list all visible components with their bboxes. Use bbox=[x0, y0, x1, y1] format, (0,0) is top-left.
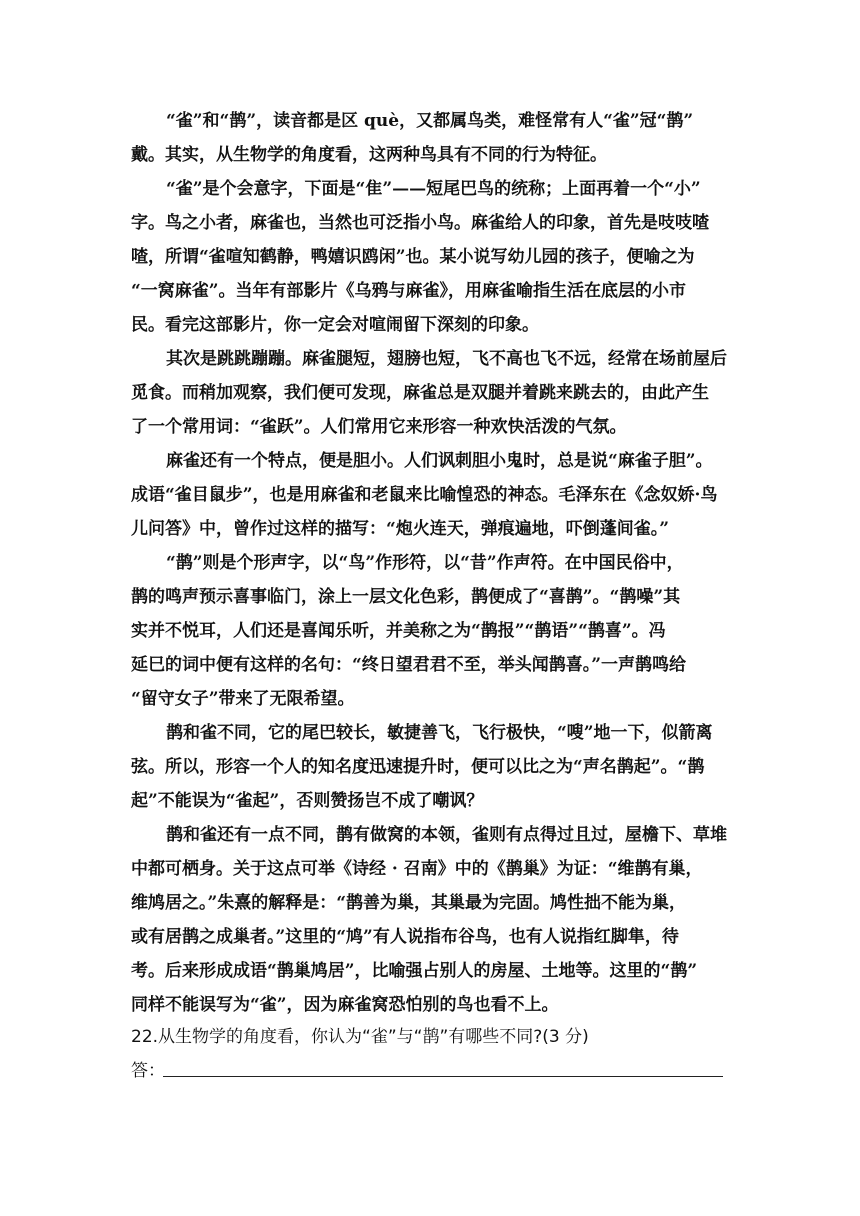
paragraph-line: 或有居鹊之成巢者。”这里的“鸠”有人说指布谷鸟，也有人说指红脚隼，待 bbox=[131, 927, 679, 947]
answer-row bbox=[131, 1054, 731, 1088]
paragraph-6 bbox=[131, 716, 733, 818]
paragraph-line: 延巳的词中便有这样的名句：“终日望君君不至，举头闻鹊喜。”一声鹊鸣给 bbox=[131, 655, 687, 675]
paragraph-line: 其次是跳跳蹦蹦。麻雀腿短，翅膀也短，飞不高也飞不远，经常在场前屋后 bbox=[166, 349, 727, 369]
paragraph-line: 鹊和雀不同，它的尾巴较长，敏捷善飞，飞行极快，“嗖”地一下，似箭离 bbox=[166, 723, 713, 743]
paragraph-line: 同样不能误写为“雀”，因为麻雀窝恐怕别的鸟也看不上。 bbox=[131, 995, 559, 1015]
paragraph-line: 鹊和雀还有一点不同，鹊有做窝的本领，雀则有点得过且过，屋檐下、草堆 bbox=[166, 825, 727, 845]
paragraph-line: 起”不能误为“雀起”，否则赞扬岂不成了嘲讽？ bbox=[131, 791, 484, 811]
paragraph-line: 鹊的鸣声预示喜事临门，涂上一层文化色彩，鹊便成了“喜鹊”。“鹊噪”其 bbox=[131, 587, 681, 607]
answer-label: 答： bbox=[131, 1061, 165, 1081]
paragraph-line: 弦。所以，形容一个人的知名度迅速提升时，便可以比之为“声名鹊起”。“鹊 bbox=[131, 757, 705, 777]
paragraph-2 bbox=[131, 172, 733, 342]
answer-blank-line[interactable] bbox=[163, 1076, 723, 1077]
paragraph-line: 中都可栖身。关于这点可举《诗经 · 召南》中的《鹊巢》为证：“维鹊有巢， bbox=[131, 859, 703, 879]
paragraph-line: “一窝麻雀”。当年有部影片《乌鸦与麻雀》，用麻雀喻指生活在底层的小市 bbox=[131, 281, 687, 301]
paragraph-line: 了一个常用词：“雀跃”。人们常用它来形容一种欢快活泼的气氛。 bbox=[131, 417, 627, 437]
paragraph-1 bbox=[131, 104, 733, 172]
paragraph-line: 儿问答》中，曾作过这样的描写：“炮火连天，弹痕遍地，吓倒蓬间雀。” bbox=[131, 519, 670, 539]
paragraph-line: 戴。其实，从生物学的角度看，这两种鸟具有不同的行为特征。 bbox=[131, 145, 607, 165]
paragraph-line: 觅食。而稍加观察，我们便可发现，麻雀总是双腿并着跳来跳去的，由此产生 bbox=[131, 383, 709, 403]
paragraph-4 bbox=[131, 444, 733, 546]
paragraph-7 bbox=[131, 818, 733, 1022]
paragraph-line: 考。后来形成成语“鹊巢鸠居”，比喻强占别人的房屋、土地等。这里的“鹊” bbox=[131, 961, 698, 981]
paragraph-line: 字。鸟之小者，麻雀也，当然也可泛指小鸟。麻雀给人的印象，首先是吱吱喳 bbox=[131, 213, 709, 233]
paragraph-line: 实并不悦耳，人们还是喜闻乐听，并美称之为“鹊报”“鹊语”“鹊喜”。冯 bbox=[131, 621, 666, 641]
paragraph-line: 麻雀还有一个特点，便是胆小。人们讽刺胆小鬼时，总是说“麻雀子胆”。 bbox=[166, 451, 713, 471]
paragraph-line: 成语“雀目鼠步”，也是用麻雀和老鼠来比喻惶恐的神态。毛泽东在《念奴娇·鸟 bbox=[131, 485, 718, 505]
paragraph-line: “留守女子”带来了无限希望。 bbox=[131, 689, 355, 709]
paragraph-line: 民。看完这部影片，你一定会对喧闹留下深刻的印象。 bbox=[131, 315, 539, 335]
paragraph-line: 喳，所谓“雀喧知鹤静，鸭嬉识鸥闲”也。某小说写幼儿园的孩子，便喻之为 bbox=[131, 247, 695, 267]
question-22: 22.从生物学的角度看，你认为“雀”与“鹊”有哪些不同?(3 分) bbox=[131, 1027, 589, 1047]
paragraph-line: “雀”和“鹊”，读音都是区 què，又都属鸟类，难怪常有人“雀”冠“鹊” bbox=[166, 111, 694, 131]
paragraph-line: “鹊”则是个形声字，以“鸟”作形符，以“昔”作声符。在中国民俗中， bbox=[166, 553, 684, 573]
paragraph-line: 维鸠居之。”朱熹的解释是：“鹊善为巢，其巢最为完固。鸠性拙不能为巢， bbox=[131, 893, 687, 913]
paragraph-line: “雀”是个会意字，下面是“隹”——短尾巴鸟的统称；上面再着一个“小” bbox=[166, 179, 701, 199]
paragraph-3 bbox=[131, 342, 733, 444]
paragraph-5 bbox=[131, 546, 733, 716]
